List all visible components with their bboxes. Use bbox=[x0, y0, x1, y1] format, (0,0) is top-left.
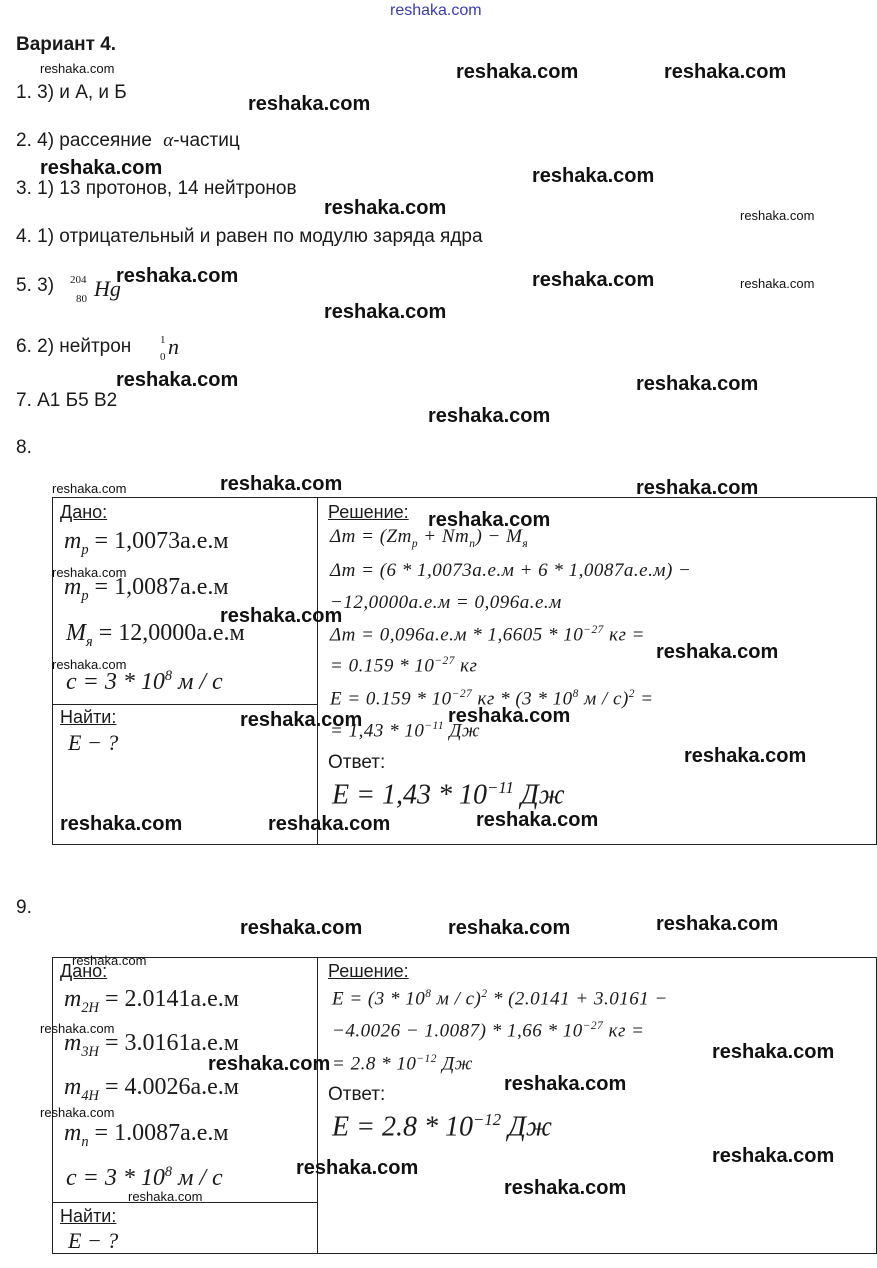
neutron-charge-number: 0 bbox=[160, 351, 166, 363]
hg-charge-number: 80 bbox=[76, 293, 87, 305]
watermark: reshaka.com bbox=[664, 61, 787, 83]
p9-sol-line-2: $-4.0026 - 1.0087) * 1,66 * 10^{-27}$ кг = bbox=[332, 1020, 645, 1042]
watermark-small: reshaka.com bbox=[40, 1021, 115, 1036]
answer-4: 4. 1) отрицательный и равен по модулю заряда ядра bbox=[16, 226, 483, 247]
p9-sol-line-1: $E = (3 * 10^8$ м / с)$^2$ * (2.0141 + 3.0161 − bbox=[332, 988, 668, 1010]
watermark: reshaka.com bbox=[296, 1157, 419, 1179]
neutron-mass-number: 1 bbox=[160, 334, 166, 346]
answer-6 bbox=[16, 336, 131, 358]
p9-find-value: E − ? bbox=[68, 1228, 119, 1253]
p8-sol-line-5: = $0.159 * 10^{-27}$ кг bbox=[330, 655, 478, 677]
watermark-small: reshaka.com bbox=[740, 276, 815, 291]
p8-sol-line-6: $E = 0.159 * 10^{-27}$ кг * ($3 * 10^8$ м / с)$^2$ = bbox=[330, 688, 654, 710]
watermark: reshaka.com bbox=[220, 473, 343, 495]
watermark: reshaka.com bbox=[504, 1177, 627, 1199]
watermark-small: reshaka.com bbox=[72, 953, 147, 968]
p8-find-value: E − ? bbox=[68, 730, 119, 755]
answer-2-suffix: -частиц bbox=[173, 130, 240, 151]
site-header[interactable]: reshaka.com bbox=[390, 2, 482, 19]
p9-given-m2h: $m_{2H} = 2.0141а.е.м$ bbox=[64, 986, 239, 1016]
watermark: reshaka.com bbox=[268, 813, 391, 835]
p8-given-mn: $m_p = 1,0087а.е.м$ bbox=[64, 574, 229, 604]
alpha-symbol: α bbox=[163, 130, 174, 151]
p8-given-label: Дано: bbox=[60, 502, 108, 522]
watermark: reshaka.com bbox=[240, 917, 363, 939]
p8-answer-value: $E = 1,43 * 10^{-11}$ Дж bbox=[332, 778, 565, 811]
answer-7: 7. А1 Б5 В2 bbox=[16, 390, 118, 411]
answer-2 bbox=[16, 130, 240, 152]
p8-find-label: Найти: bbox=[60, 707, 117, 727]
answer-3: 3. 1) 13 протонов, 14 нейтронов bbox=[16, 178, 297, 199]
hg-mass-number: 204 bbox=[70, 274, 87, 286]
watermark: reshaka.com bbox=[532, 269, 655, 291]
p9-given-mn: $m_n = 1.0087а.е.м$ bbox=[64, 1120, 229, 1150]
watermark: reshaka.com bbox=[712, 1041, 835, 1063]
watermark: reshaka.com bbox=[116, 369, 239, 391]
answer-9-number: 9. bbox=[16, 897, 32, 918]
watermark: reshaka.com bbox=[60, 813, 183, 835]
p8-solution-label: Решение: bbox=[328, 502, 409, 522]
watermark: reshaka.com bbox=[684, 745, 807, 767]
p9-find-label: Найти: bbox=[60, 1206, 117, 1226]
watermark: reshaka.com bbox=[428, 405, 551, 427]
answer-6-prefix: 6. 2) нейтрон bbox=[16, 336, 132, 357]
p8-given-mp: $m_p = 1,0073а.е.м$ bbox=[64, 528, 229, 558]
watermark: reshaka.com bbox=[40, 157, 163, 179]
watermark: reshaka.com bbox=[504, 1073, 627, 1095]
page-title: Вариант 4. bbox=[16, 34, 117, 55]
watermark-small: reshaka.com bbox=[52, 565, 127, 580]
answer-8-number: 8. bbox=[16, 437, 32, 458]
p8-sol-line-7: = $1,43 * 10^{-11}$ Дж bbox=[330, 720, 481, 742]
watermark: reshaka.com bbox=[248, 93, 371, 115]
watermark: reshaka.com bbox=[324, 301, 447, 323]
p9-given-m4h: $m_{4H} = 4.0026а.е.м$ bbox=[64, 1074, 239, 1104]
watermark: reshaka.com bbox=[324, 197, 447, 219]
watermark-small: reshaka.com bbox=[52, 657, 127, 672]
p8-sol-line-3: −12,0000а.е.м = 0,096а.е.м bbox=[330, 592, 562, 613]
watermark: reshaka.com bbox=[636, 477, 759, 499]
watermark: reshaka.com bbox=[656, 641, 779, 663]
p9-given-c: $c = 3 * 10^8$ м / c bbox=[66, 1164, 223, 1191]
neutron-symbol: n bbox=[168, 334, 179, 359]
watermark: reshaka.com bbox=[448, 917, 571, 939]
answer-1: 1. 3) и А, и Б bbox=[16, 82, 127, 103]
p9-sol-line-3: = $2.8 * 10^{-12}$ Дж bbox=[332, 1053, 473, 1075]
watermark: reshaka.com bbox=[712, 1145, 835, 1167]
watermark: reshaka.com bbox=[208, 1053, 331, 1075]
watermark: reshaka.com bbox=[116, 265, 239, 287]
watermark-small: reshaka.com bbox=[128, 1189, 203, 1204]
p9-answer-value: $E = 2.8 * 10^{-12}$ Дж bbox=[332, 1110, 552, 1143]
p8-answer-label: Ответ: bbox=[328, 752, 386, 773]
p9-given-label: Дано: bbox=[60, 961, 108, 981]
watermark: reshaka.com bbox=[448, 705, 571, 727]
watermark-small: reshaka.com bbox=[52, 481, 127, 496]
p9-answer-label: Ответ: bbox=[328, 1084, 386, 1105]
answer-2-prefix: 2. 4) рассеяние bbox=[16, 130, 152, 151]
p9-given-m3h: $m_{3H} = 3.0161а.е.м$ bbox=[64, 1030, 239, 1060]
p8-sol-line-4: $\Delta m = 0,096а.е.м * 1,6605 * 10^{-27}$ кг = bbox=[330, 624, 645, 646]
p9-solution-label: Решение: bbox=[328, 961, 409, 981]
watermark: reshaka.com bbox=[532, 165, 655, 187]
watermark: reshaka.com bbox=[656, 913, 779, 935]
p8-given-mya: $M_я = 12,0000а.е.м$ bbox=[66, 620, 245, 650]
watermark-small: reshaka.com bbox=[740, 208, 815, 223]
p8-given-c: $c = 3 * 10^8$ м / c bbox=[66, 668, 223, 695]
watermark-small: reshaka.com bbox=[40, 1105, 115, 1120]
watermark: reshaka.com bbox=[636, 373, 759, 395]
watermark: reshaka.com bbox=[220, 605, 343, 627]
watermark: reshaka.com bbox=[476, 809, 599, 831]
hg-symbol: Hg bbox=[94, 276, 121, 301]
watermark: reshaka.com bbox=[240, 709, 363, 731]
answer-5 bbox=[16, 275, 54, 297]
p8-sol-line-2: Δm = (6 * 1,0073а.е.м + 6 * 1,0087а.е.м) − bbox=[330, 560, 692, 581]
watermark: reshaka.com bbox=[456, 61, 579, 83]
p8-sol-line-1: $\Delta m = (Zm_p + Nm_n) - M_я$ bbox=[330, 526, 529, 550]
watermark: reshaka.com bbox=[428, 509, 551, 531]
watermark-small: reshaka.com bbox=[40, 61, 115, 76]
answer-5-prefix: 5. 3) bbox=[16, 275, 55, 296]
